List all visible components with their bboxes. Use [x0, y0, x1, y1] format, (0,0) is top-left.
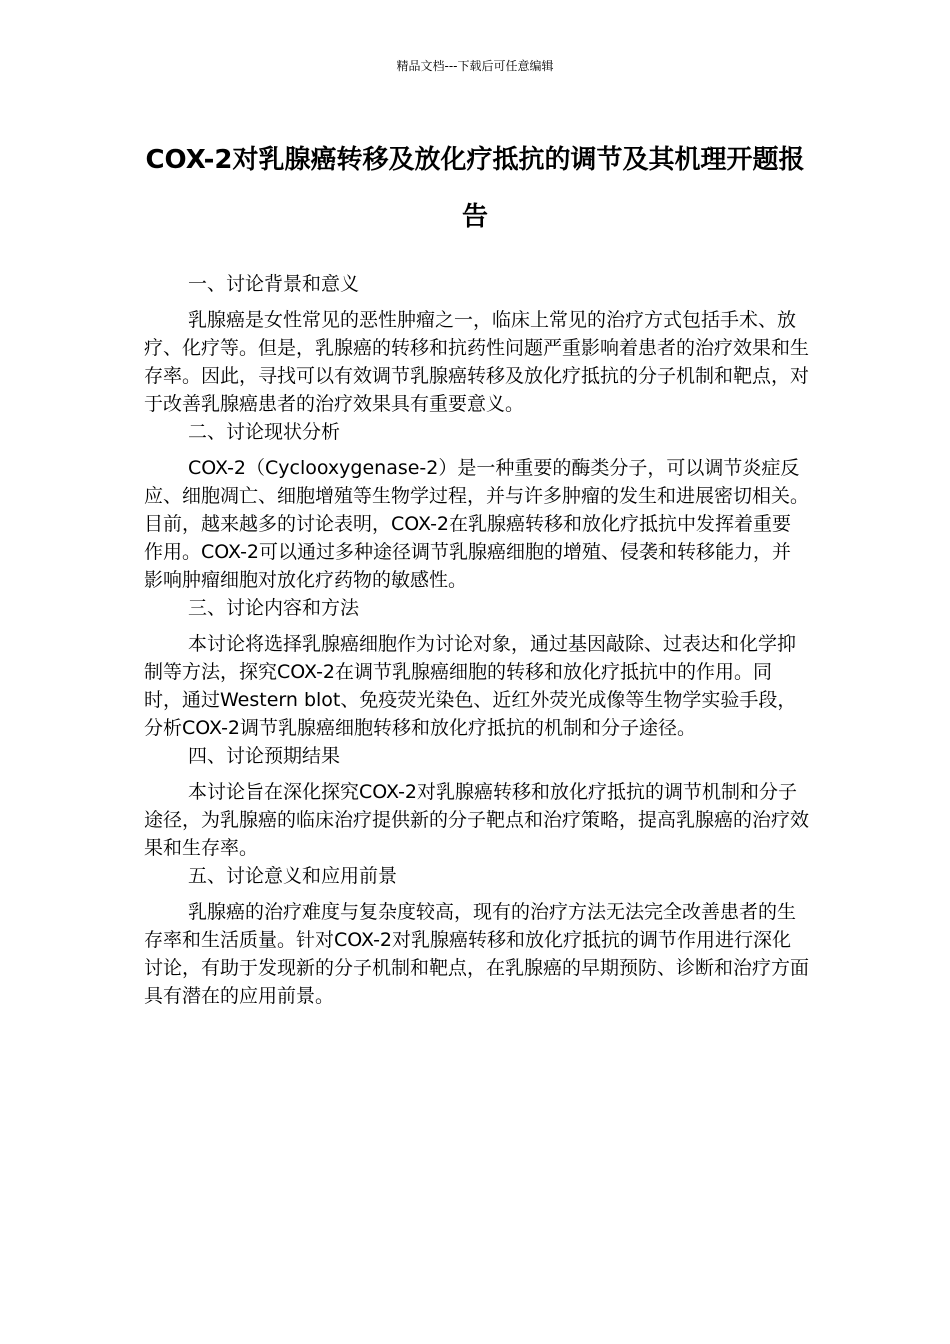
section-body-status: COX-2（Cyclooxygenase-2）是一种重要的酶类分子，可以调节炎症反应、细胞凋亡、细胞增殖等生物学过程，并与许多肿瘤的发生和进展密切相关。目前，越来越多的讨论表明，COX-2在乳腺癌转移和放化疗抵抗中发挥着重要作用。COX-2可以通过多种途径调节乳腺癌细胞的增殖、侵袭和转移能力，并影响肿瘤细胞对放化疗药物的敏感性。	[144, 457, 810, 591]
section-heading-expected-results: 四、讨论预期结果	[188, 745, 341, 767]
section-body-expected-results: 本讨论旨在深化探究COX-2对乳腺癌转移和放化疗抵抗的调节机制和分子途径，为乳腺癌的临床治疗提供新的分子靶点和治疗策略，提高乳腺癌的治疗效果和生存率。	[144, 781, 810, 859]
section-heading-background: 一、讨论背景和意义	[188, 273, 360, 295]
section-body-significance: 乳腺癌的治疗难度与复杂度较高，现有的治疗方法无法完全改善患者的生存率和生活质量。针对COX-2对乳腺癌转移和放化疗抵抗的调节作用进行深化讨论，有助于发现新的分子机制和靶点，在乳腺癌的早期预防、诊断和治疗方面具有潜在的应用前景。	[144, 901, 810, 1007]
page-header: 精品文档---下载后可任意编辑	[396, 59, 554, 73]
document-body	[144, 270, 810, 1010]
section-heading-methods: 三、讨论内容和方法	[188, 597, 360, 619]
section-heading-significance: 五、讨论意义和应用前景	[188, 865, 398, 887]
section-body-methods: 本讨论将选择乳腺癌细胞作为讨论对象，通过基因敲除、过表达和化学抑制等方法，探究COX-2在调节乳腺癌细胞的转移和放化疗抵抗中的作用。同时，通过Western blot、免疫荧光染色、近红外荧光成像等生物学实验手段，分析COX-2调节乳腺癌细胞转移和放化疗抵抗的机制和分子途径。	[144, 633, 797, 739]
section-heading-status: 二、讨论现状分析	[188, 421, 341, 443]
document-title: COX-2对乳腺癌转移及放化疗抵抗的调节及其机理开题报告	[145, 145, 805, 232]
section-body-background: 乳腺癌是女性常见的恶性肿瘤之一，临床上常见的治疗方式包括手术、放疗、化疗等。但是，乳腺癌的转移和抗药性问题严重影响着患者的治疗效果和生存率。因此，寻找可以有效调节乳腺癌转移及放化疗抵抗的分子机制和靶点，对于改善乳腺癌患者的治疗效果具有重要意义。	[144, 309, 810, 415]
